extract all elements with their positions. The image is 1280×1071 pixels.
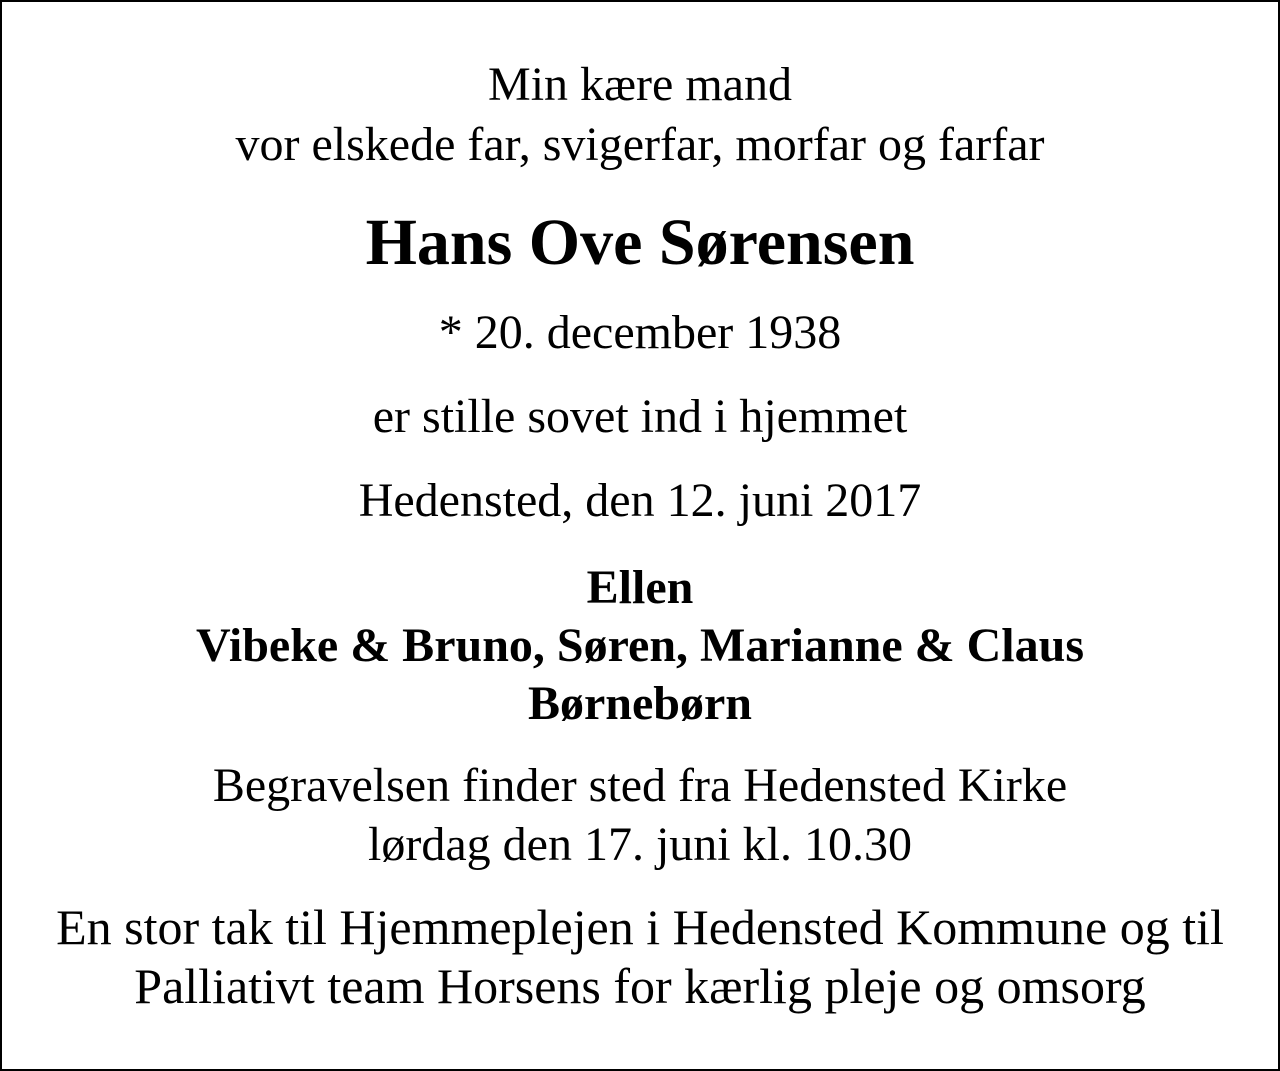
family-line-2: Vibeke & Bruno, Søren, Marianne & Claus <box>195 619 1085 672</box>
intro-line-2: vor elskede far, svigerfar, morfar og farfar <box>235 118 1045 171</box>
funeral-line-2: lørdag den 17. juni kl. 10.30 <box>368 818 912 871</box>
place-date: Hedensted, den 12. juni 2017 <box>358 474 922 527</box>
deceased-name: Hans Ove Sørensen <box>365 206 915 279</box>
funeral-line-1: Begravelsen finder sted fra Hedensted Kirke <box>212 759 1068 812</box>
thanks-line-2: Palliativt team Horsens for kærlig pleje og omsorg <box>134 958 1146 1014</box>
birth-date: * 20. december 1938 <box>438 306 842 359</box>
family-line-1: Ellen <box>586 561 694 614</box>
passing-text: er stille sovet ind i hjemmet <box>372 390 908 443</box>
family-line-3: Børnebørn <box>527 677 752 730</box>
intro-line-1: Min kære mand <box>488 58 792 111</box>
thanks-line-1: En stor tak til Hjemmeplejen i Hedensted Kommune og til <box>56 899 1224 955</box>
